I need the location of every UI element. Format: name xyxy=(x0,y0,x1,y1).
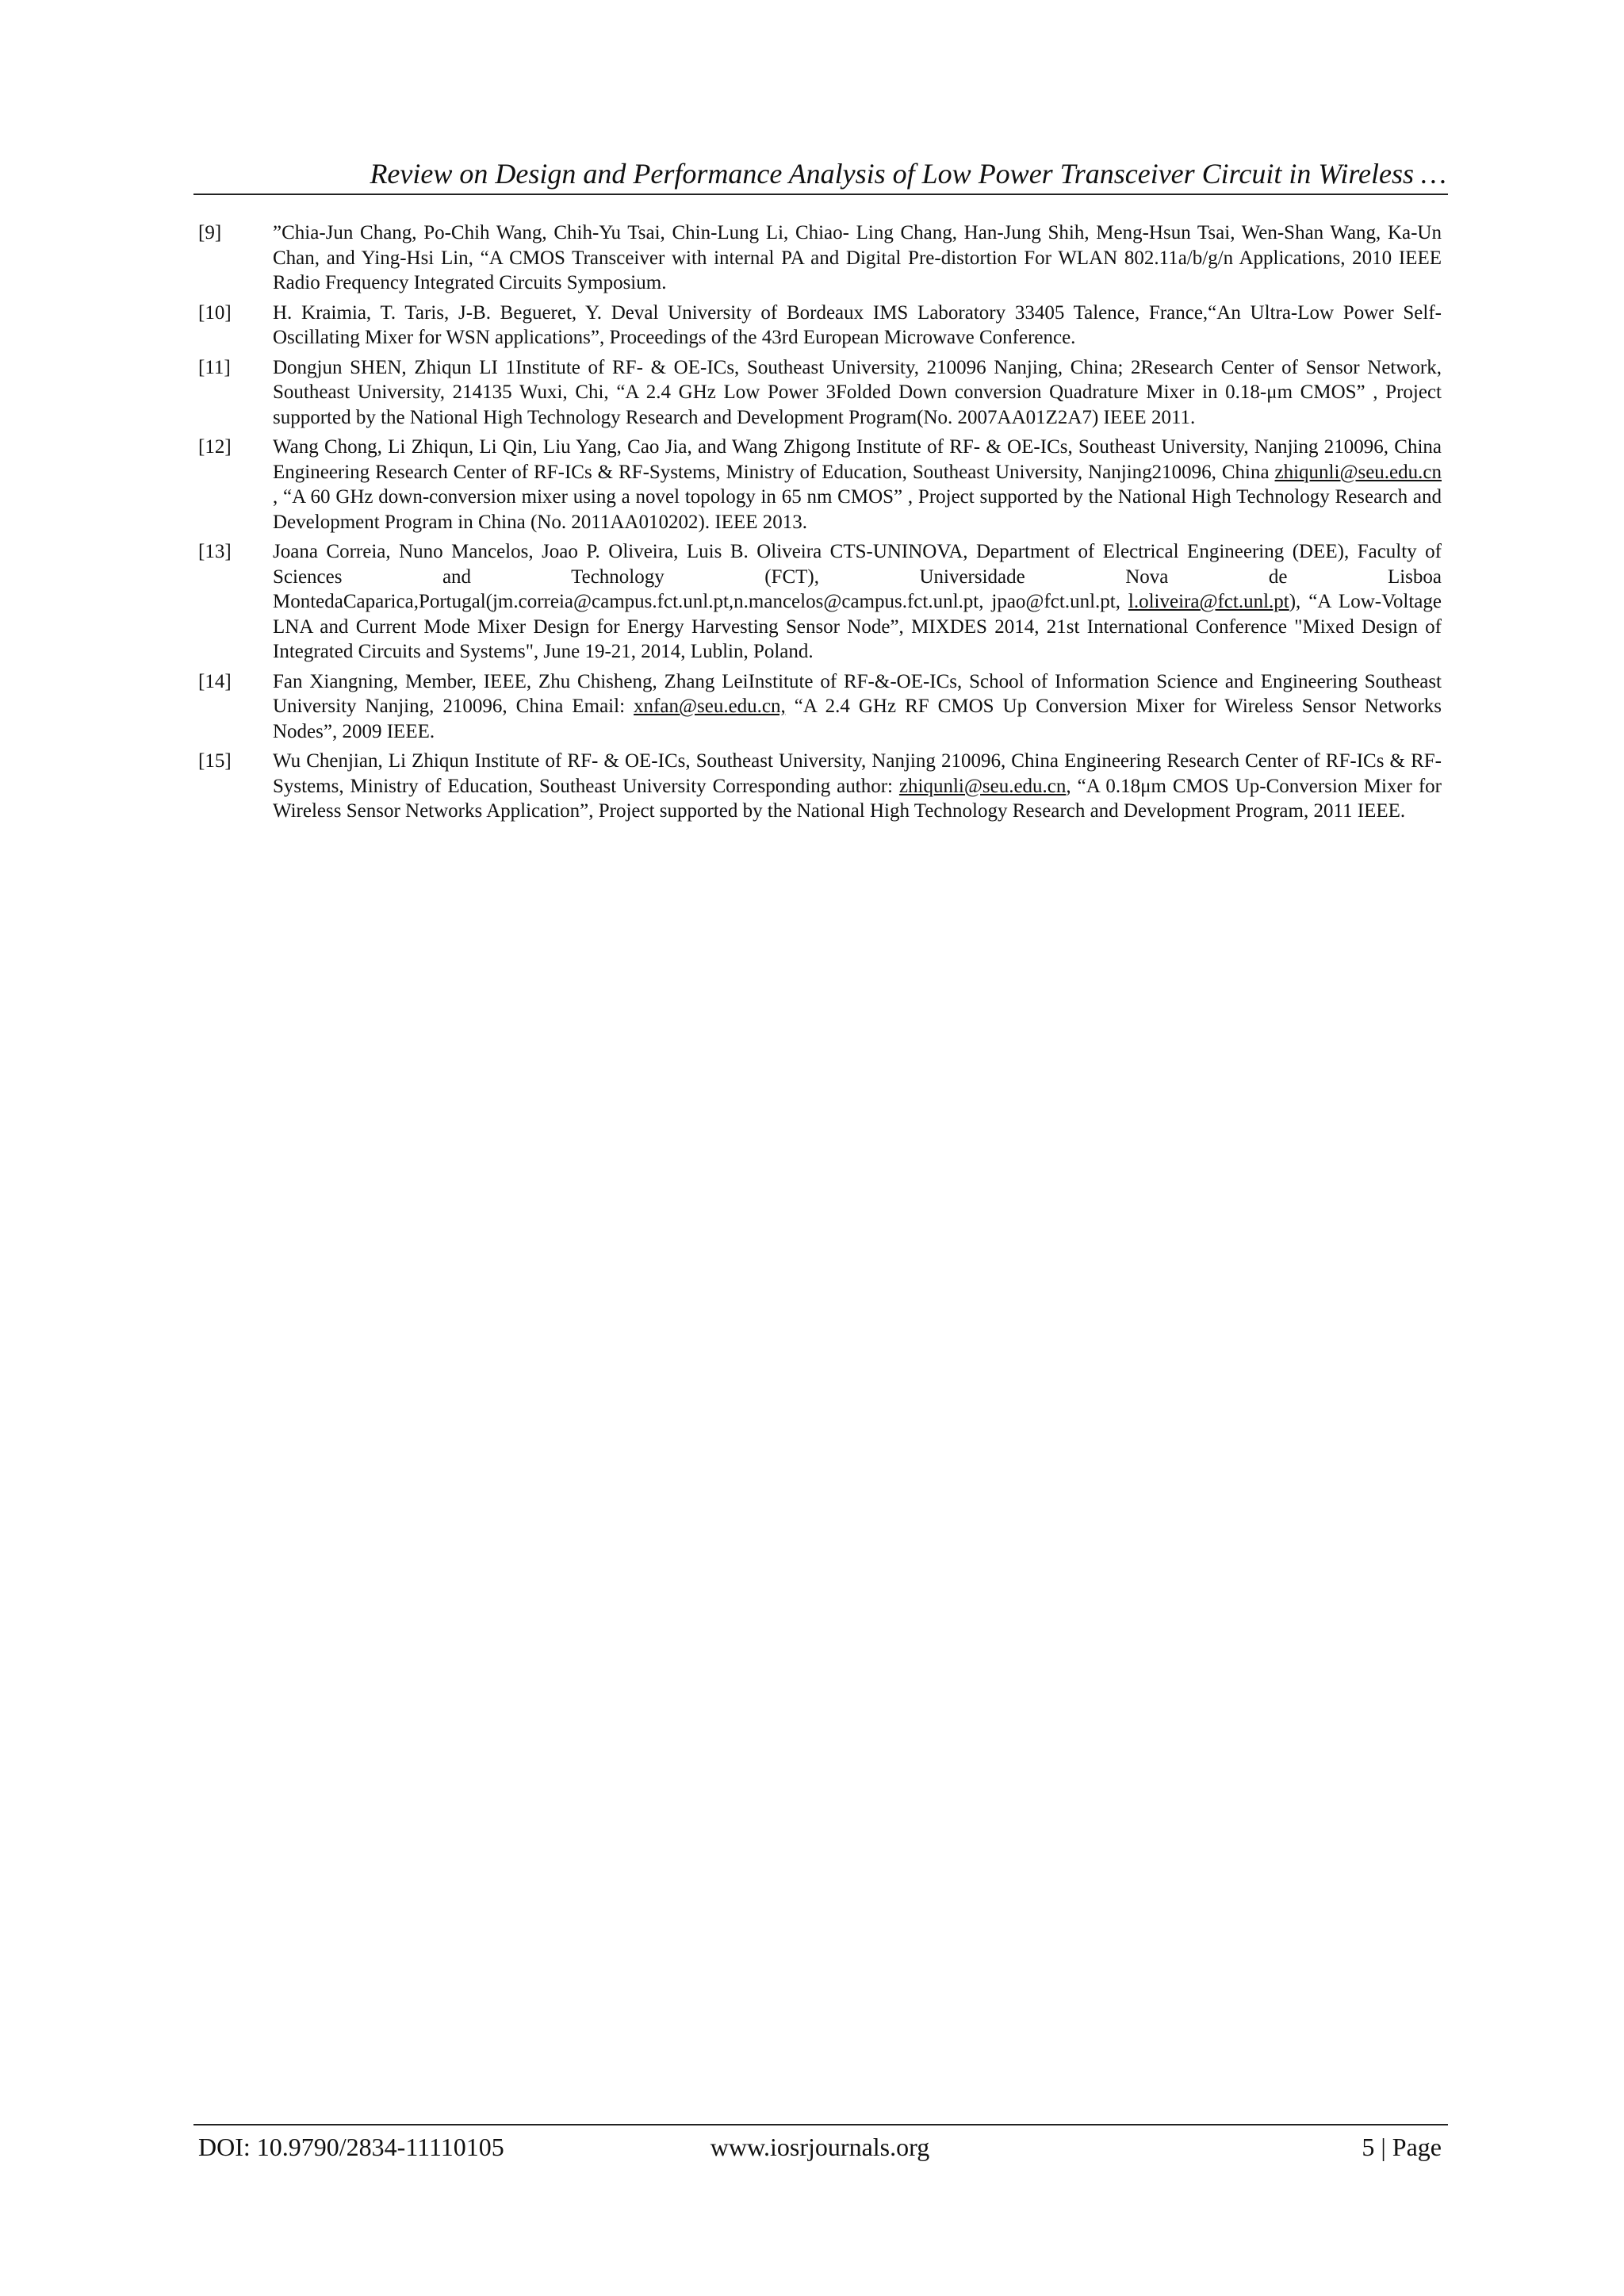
reference-segment: ”Chia-Jun Chang, Po-Chih Wang, Chih-Yu Tsai, Chin-Lung Li, Chiao- Ling Chang, Han-Jung Shih, Meng-Hsun Tsai, Wen-Shan Wang, Ka-Un Chan, and Ying-Hsi Lin, “A CMOS Transceiver with internal PA and Digital Pre-distortion For WLAN 802.11a/b/g/n Applications, 2010 IEEE Radio Frequency Integrated Circuits Symposium. xyxy=(273,222,1442,293)
footer-website: www.iosrjournals.org xyxy=(710,2133,930,2161)
reference-text xyxy=(273,539,1442,665)
reference-item xyxy=(198,749,1442,824)
reference-item xyxy=(198,220,1442,296)
email-link[interactable]: l.oliveira@fct.unl.pt xyxy=(1128,591,1289,612)
reference-segment: Dongjun SHEN, Zhiqun LI 1Institute of RF- & OE-ICs, Southeast University, 210096 Nanjing, China; 2Research Center of Sensor Network, Southeast University, 214135 Wuxi, Chi, “A 2.4 GHz Low Power 3Folded Down conversion Quadrature Mixer in 0.18-μm CMOS” , Project supported by the National High Technology Research and Development Program(No. 2007AA01Z2A7) IEEE 2011. xyxy=(273,356,1442,428)
reference-segment: Wu Chenjian, Li Zhiqun Institute of RF- & OE-ICs, Southeast University, Nanjing 210096, China Engineering Research Center of RF-ICs & RF-Systems, Ministry of Education, Southeast University Corresponding author: xyxy=(273,750,1442,797)
reference-segment: H. Kraimia, T. Taris, J-B. Begueret, Y. Deval University of Bordeaux IMS Laboratory 33405 Talence, France,“An Ultra-Low Power Self-Oscillating Mixer for WSN applications”, Proceedings of the 43rd European Microwave Conference. xyxy=(273,301,1442,348)
email-link[interactable]: zhiqunli@seu.edu.cn xyxy=(1274,461,1442,483)
email-link[interactable]: zhiqunli@seu.edu.cn xyxy=(898,775,1067,797)
reference-number: [9] xyxy=(198,222,222,243)
reference-item xyxy=(198,669,1442,745)
reference-text xyxy=(273,749,1442,824)
reference-segment: Joana Correia, Nuno Mancelos, Joao P. Oliveira, Luis B. Oliveira CTS-UNINOVA, Department of Electrical Engineering (DEE), Faculty of Sciences and Technology (FCT), Universidade Nova de Lisboa MontedaCaparica,Portugal(jm.correia@campus.fct.unl.pt,n.mancelos@campus.fct.unl.pt, jpao@fct.unl.pt, xyxy=(273,541,1442,612)
footer-divider xyxy=(193,2124,1448,2125)
reference-segment: Fan Xiangning, Member, IEEE, Zhu Chisheng, Zhang LeiInstitute of RF-&-OE-ICs, School of Information Science and Engineering Southeast University Nanjing, 210096, China Email: xyxy=(273,670,1442,717)
reference-item xyxy=(198,301,1442,351)
reference-item xyxy=(198,539,1442,665)
reference-number: [14] xyxy=(198,670,232,692)
reference-text xyxy=(273,220,1442,296)
header-divider xyxy=(193,194,1448,195)
page-footer xyxy=(198,2130,1442,2164)
footer-doi: DOI: 10.9790/2834-11110105 xyxy=(198,2133,504,2161)
reference-item xyxy=(198,435,1442,535)
reference-number: [15] xyxy=(198,750,232,772)
reference-number: [13] xyxy=(198,541,232,562)
footer-page-number: 5 | Page xyxy=(1362,2133,1442,2161)
email-link[interactable]: xnfan@seu.edu.cn, xyxy=(634,696,786,717)
reference-segment: , “A 0.18μm CMOS Up-Conversion Mixer for Wireless Sensor Networks Application”, Project supported by the National High Technology Research and Development Program, 2011 IEEE. xyxy=(273,775,1442,822)
reference-number: [10] xyxy=(198,301,232,324)
reference-number: [12] xyxy=(198,436,232,458)
reference-number: [11] xyxy=(198,356,231,378)
reference-segment: ), “A Low-Voltage LNA and Current Mode Mixer Design for Energy Harvesting Sensor Node”, MIXDES 2014, 21st International Conference "Mixed Design of Integrated Circuits and Systems", June 19-21, 2014, Lublin, Poland. xyxy=(273,591,1442,662)
reference-text xyxy=(273,435,1442,535)
running-header: Review on Design and Performance Analysis of Low Power Transceiver Circuit in Wireless … xyxy=(370,158,1446,190)
reference-text xyxy=(273,301,1442,351)
reference-list xyxy=(198,220,1442,829)
reference-segment: Wang Chong, Li Zhiqun, Li Qin, Liu Yang, Cao Jia, and Wang Zhigong Institute of RF- & OE-ICs, Southeast University, Nanjing 210096, China Engineering Research Center of RF-ICs & RF-Systems, Ministry of Education, Southeast University, Nanjing210096, China xyxy=(273,436,1442,483)
reference-item xyxy=(198,355,1442,431)
reference-segment: “A 2.4 GHz RF CMOS Up Conversion Mixer for Wireless Sensor Networks Nodes”, 2009 IEEE. xyxy=(273,696,1442,742)
reference-text xyxy=(273,355,1442,431)
reference-segment: , “A 60 GHz down-conversion mixer using a novel topology in 65 nm CMOS” , Project supported by the National High Technology Research and Development Program in China (No. 2011AA010202). IEEE 2013. xyxy=(273,486,1442,533)
reference-text xyxy=(273,669,1442,745)
